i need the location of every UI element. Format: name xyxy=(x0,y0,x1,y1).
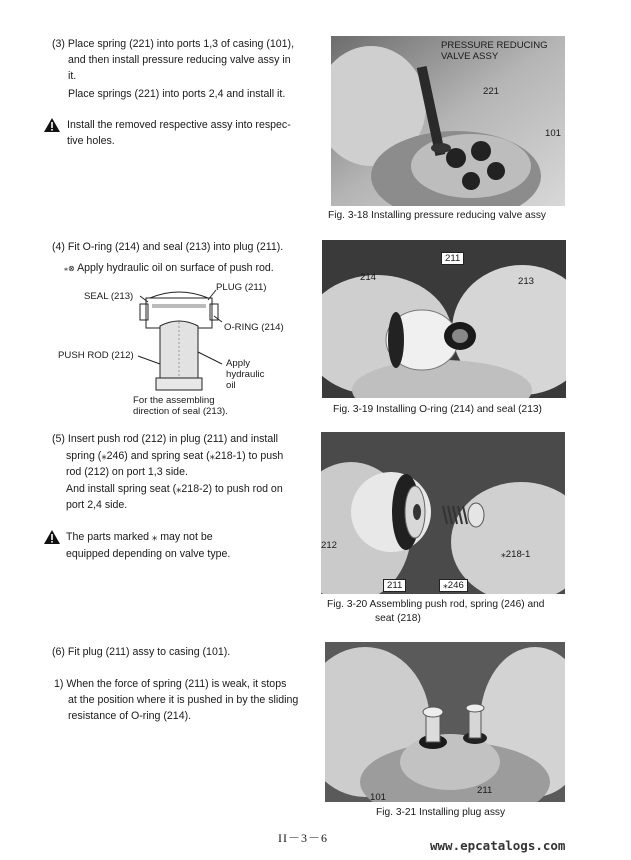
fig-label: 221 xyxy=(483,86,500,97)
note-text: Apply hydraulic oil on surface of push rod. xyxy=(77,262,274,274)
step-6-sub-line: resistance of O-ring (214). xyxy=(68,710,192,722)
fig-label-box: ⁎246 xyxy=(439,579,468,592)
step-3-line: Place springs (221) into ports 2,4 and install it. xyxy=(68,88,286,100)
warning-icon xyxy=(44,118,60,132)
diagram-label-apply: Apply xyxy=(226,358,250,369)
step-6-sub-line: 1) When the force of spring (211) is weak, it stops xyxy=(54,678,287,690)
photo-fig-3-18 xyxy=(331,36,565,206)
caption-fig-3-19: Fig. 3-19 Installing O-ring (214) and seal (213) xyxy=(333,404,542,415)
step-3-line: it. xyxy=(68,70,77,82)
caption-fig-3-21: Fig. 3-21 Installing plug assy xyxy=(376,807,506,818)
fig-label-box: 211 xyxy=(441,252,464,265)
diagram-label-apply: oil xyxy=(226,380,236,391)
warning-text-line: equipped depending on valve type. xyxy=(66,548,231,560)
caption-line: seat (218) xyxy=(375,613,421,624)
photo-fig-3-19 xyxy=(322,240,566,398)
fig-label: 213 xyxy=(518,276,535,287)
diagram-label-oring: O-RING (214) xyxy=(224,322,284,333)
photo-fig-3-21 xyxy=(325,642,565,802)
step-6-line: (6) Fit plug (211) assy to casing (101). xyxy=(52,646,231,658)
watermark-site: www.epcatalogs.com xyxy=(430,838,566,853)
fig-label: 212 xyxy=(321,540,338,551)
fig-label: ⁎218-1 xyxy=(501,549,531,560)
warning-text-line: tive holes. xyxy=(67,135,115,147)
fig-label: 211 xyxy=(477,785,493,796)
diagram-label-apply: hydraulic xyxy=(226,369,265,380)
step-3-line: (3) Place spring (221) into ports 1,3 of casing (101), xyxy=(52,38,295,50)
warning-text-line: The parts marked ⁎ may not be xyxy=(66,531,213,543)
step-6-sub-line: at the position where it is pushed in by the sliding xyxy=(68,694,299,706)
caption-fig-3-20 xyxy=(327,598,544,626)
fig-label-box: 211 xyxy=(383,579,406,592)
step-5-line: port 2,4 side. xyxy=(66,499,128,511)
page-number: II－3－6 xyxy=(278,831,328,845)
diagram-label-seal: SEAL (213) xyxy=(84,291,134,302)
step-5-line: And install spring seat (⁎218-2) to push rod on xyxy=(66,483,283,495)
step-5-line: rod (212) on port 1,3 side. xyxy=(66,466,188,478)
fig-label: 101 xyxy=(370,792,387,802)
note-mark: ⁎⊗ xyxy=(64,264,75,273)
caption-fig-3-18: Fig. 3-18 Installing pressure reducing valve assy xyxy=(328,210,547,221)
fig-label: 101 xyxy=(545,128,562,139)
photo-fig-3-20 xyxy=(321,432,565,594)
fig-label: PRESSURE REDUCING xyxy=(441,40,548,51)
step-4-line: (4) Fit O-ring (214) and seal (213) into plug (211). xyxy=(52,241,284,253)
step-5-line: spring (⁎246) and spring seat (⁎218-1) to push xyxy=(66,450,284,462)
warning-icon xyxy=(44,530,60,544)
warning-text-line: Install the removed respective assy into respec- xyxy=(67,119,291,131)
diagram-label-plug: PLUG (211) xyxy=(216,282,267,293)
step-5-line: (5) Insert push rod (212) in plug (211) and install xyxy=(52,433,278,445)
fig-label: 214 xyxy=(360,272,377,283)
step-3-line: and then install pressure reducing valve assy in xyxy=(68,54,291,66)
diagram-label-note: direction of seal (213). xyxy=(133,406,228,417)
fig-label: VALVE ASSY xyxy=(441,51,499,62)
caption-line: Fig. 3-20 Assembling push rod, spring (246) and xyxy=(327,599,545,610)
diagram-label-note: For the assembling xyxy=(133,395,215,406)
step-4-note xyxy=(64,262,274,274)
diagram-label-pushrod: PUSH ROD (212) xyxy=(58,350,134,361)
